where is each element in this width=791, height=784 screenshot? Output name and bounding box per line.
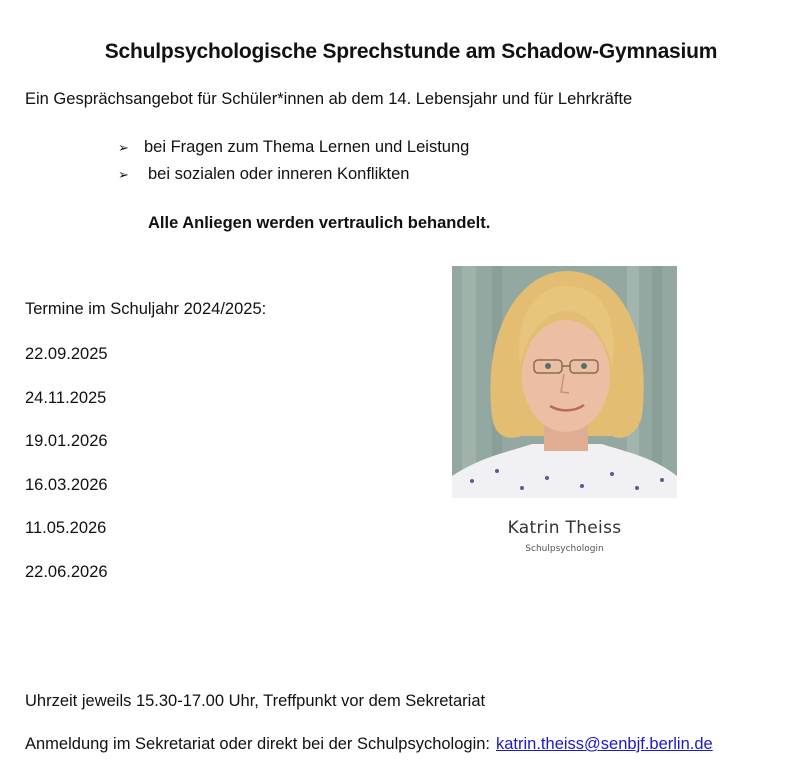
email-link[interactable]: katrin.theiss@senbjf.berlin.de xyxy=(496,735,713,753)
arrow-bullet-icon: ➢ xyxy=(118,139,129,155)
list-item xyxy=(118,134,469,161)
intro-text: Ein Gesprächsangebot für Schüler*innen ab dem 14. Lebensjahr und für Lehrkräfte xyxy=(25,90,633,108)
date-item: 24.11.2025 xyxy=(25,388,107,407)
time-info: Uhrzeit jeweils 15.30-17.00 Uhr, Treffpunkt vor dem Sekretariat xyxy=(25,692,486,710)
dates-list xyxy=(25,344,108,605)
psychologist-card xyxy=(452,266,677,578)
psychologist-role: Schulpsychologin xyxy=(525,544,604,554)
date-item: 22.06.2026 xyxy=(25,562,108,581)
portrait-photo xyxy=(452,266,677,498)
psychologist-name: Katrin Theiss xyxy=(507,518,622,538)
page-title: Schulpsychologische Sprechstunde am Schadow-Gymnasium xyxy=(104,40,718,63)
registration-text: Anmeldung im Sekretariat oder direkt bei der Schulpsychologin: xyxy=(25,735,490,753)
date-item: 22.09.2025 xyxy=(25,345,108,363)
date-item: 11.05.2026 xyxy=(25,519,107,537)
registration-info xyxy=(25,735,713,754)
list-item xyxy=(118,161,469,188)
confidential-note: Alle Anliegen werden vertraulich behandelt. xyxy=(148,214,491,232)
list-item-text: bei sozialen oder inneren Konflikten xyxy=(148,165,410,183)
topic-list xyxy=(118,134,469,188)
date-item: 19.01.2026 xyxy=(25,432,108,450)
arrow-bullet-icon: ➢ xyxy=(118,166,129,182)
dates-heading: Termine im Schuljahr 2024/2025: xyxy=(25,300,267,318)
list-item-text: bei Fragen zum Thema Lernen und Leistung xyxy=(144,138,470,156)
date-item: 16.03.2026 xyxy=(25,475,108,494)
